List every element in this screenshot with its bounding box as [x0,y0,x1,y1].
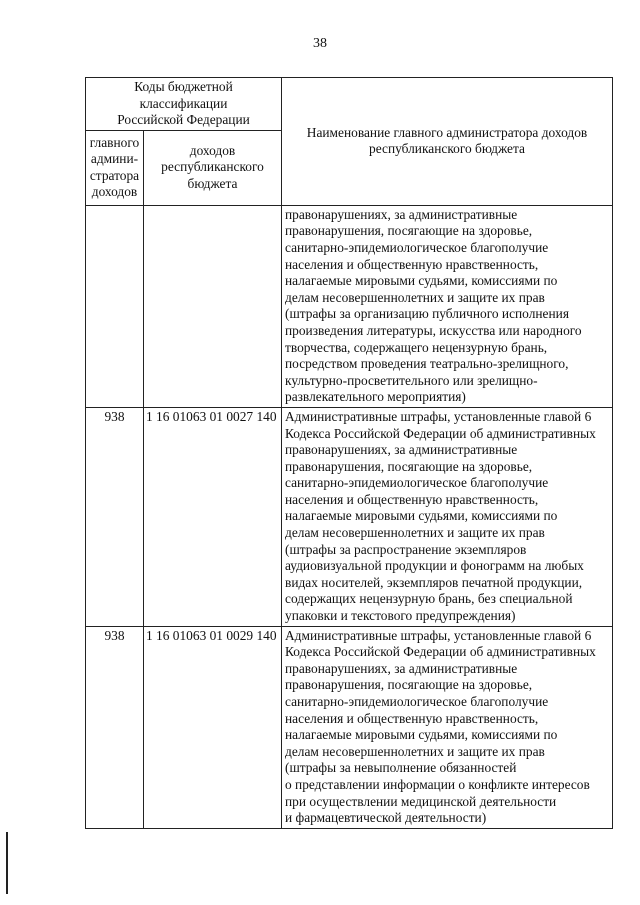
scan-margin-mark [6,832,8,894]
description-line: развлекательного мероприятия) [285,389,466,405]
table-row [86,205,613,407]
description-line: произведения литературы, искусства или народного [285,322,582,338]
description-cell [282,407,613,626]
description-line: делам несовершеннолетних и защите их прав [285,525,545,541]
description-line: делам несовершеннолетних и защите их прав [285,743,545,759]
header-group-line: Российской Федерации [117,112,250,128]
description-line: и фармацевтической деятельности) [285,810,487,826]
description-line: (штрафы за организацию публичного исполнения [285,306,569,322]
header-name-line: Наименование главного администратора доходов [306,124,588,140]
header-budget-classification-codes [86,78,282,131]
header-col2-line: доходов [189,142,236,158]
description-line: налагаемые мировыми судьями, комиссиями по [285,727,558,743]
description-line: Кодекса Российской Федерации об административных [285,425,596,441]
admin-code-cell: 938 [86,407,144,626]
description-line: правонарушениях, за административные [285,442,518,458]
description-line: населения и общественную нравственность, [285,256,539,272]
header-col2-line: бюджета [187,176,238,192]
description-line: налагаемые мировыми судьями, комиссиями по [285,508,558,524]
header-col2-line: республиканского [161,159,264,175]
income-code-cell: 1 16 01063 01 0027 140 [144,407,282,626]
description-line: населения и общественную нравственность, [285,491,539,507]
admin-code-cell [86,205,144,407]
header-col1-line: главного [89,134,140,150]
header-chief-administrator [86,130,144,205]
header-col1-line: стратора [89,167,140,183]
description-cell [282,626,613,828]
description-line: культурно-просветительного или зрелищно- [285,372,538,388]
header-administrator-name [282,78,613,206]
description-line: санитарно-эпидемиологическое благополучие [285,694,549,709]
description-line: правонарушения, посягающие на здоровье, [285,677,533,693]
income-code-cell: 1 16 01063 01 0029 140 [144,626,282,828]
description-line: правонарушениях, за административные [285,660,518,676]
description-line: Административные штрафы, установленные главой 6 [285,408,592,424]
description-line: правонарушениях, за административные [285,206,518,222]
description-line: видах носителей, экземпляров печатной продукции, [285,574,583,590]
header-col1-line: доходов [91,184,138,200]
description-line: правонарушения, посягающие на здоровье, [285,223,533,239]
page-number: 38 [313,36,327,51]
description-line: (штрафы за распространение экземпляров [285,541,527,557]
description-line: аудиовизуальной продукции и фонограмм на любых [285,558,584,574]
description-line: Административные штрафы, установленные главой 6 [285,627,592,643]
admin-code-cell: 938 [86,626,144,828]
description-line: при осуществлении медицинской деятельности [285,793,557,809]
header-col1-line: админи- [90,151,139,167]
table-row [86,407,613,626]
description-line: правонарушения, посягающие на здоровье, [285,458,533,474]
table-row [86,626,613,828]
header-group-line: Коды бюджетной [134,79,233,94]
budget-codes-table [85,77,613,829]
description-line: санитарно-эпидемиологическое благополучие [285,239,549,255]
description-line: содержащих нецензурную брань, без специальной [285,591,573,607]
description-line: населения и общественную нравственность, [285,710,539,726]
description-line: посредством проведения театрально-зрелищного, [285,356,569,372]
description-line: о представлении информации о конфликте интересов [285,776,590,792]
description-line: санитарно-эпидемиологическое благополучие [285,475,549,491]
description-line: Кодекса Российской Федерации об административных [285,644,596,660]
description-line: налагаемые мировыми судьями, комиссиями по [285,273,558,289]
description-line: делам несовершеннолетних и защите их прав [285,289,545,305]
income-code-cell [144,205,282,407]
description-line: упаковки и текстового предупреждения) [285,608,516,624]
description-cell [282,205,613,407]
header-name-line: республиканского бюджета [369,141,525,157]
header-group-line: классификации [139,95,228,111]
header-republican-budget-income [144,130,282,205]
description-line: творчества, содержащего нецензурную брань, [285,339,548,355]
description-line: (штрафы за невыполнение обязанностей [285,760,517,776]
